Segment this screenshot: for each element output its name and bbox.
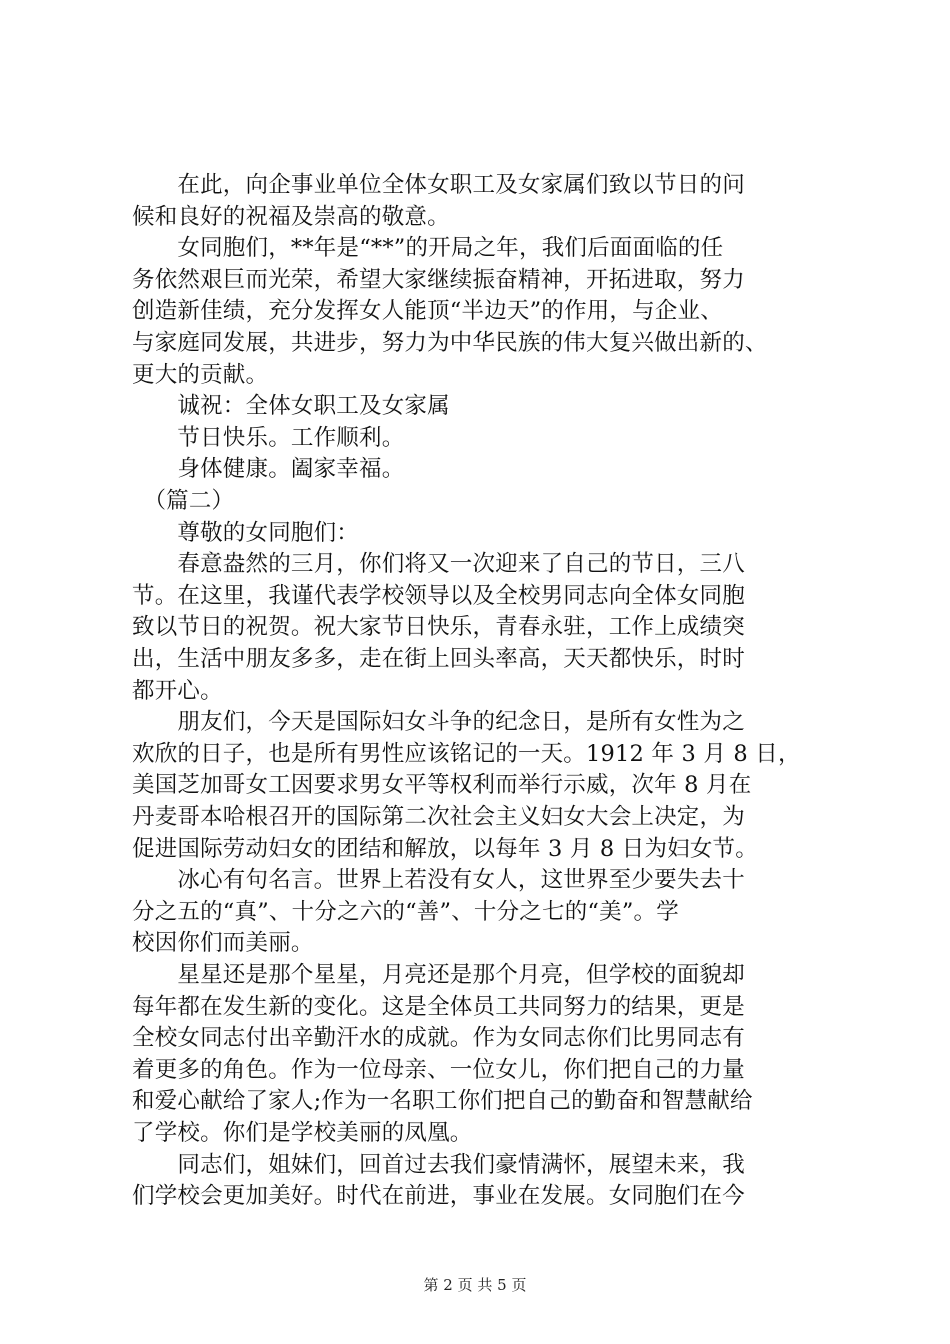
text-line: 致以节日的祝贺。祝大家节日快乐，青春永驻，工作上成绩突 [132, 614, 745, 641]
text-line: 们学校会更加美好。时代在前进，事业在发展。女同胞们在今 [132, 1183, 745, 1210]
text-line: 着更多的角色。作为一位母亲、一位女儿，你们把自己的力量 [132, 1056, 745, 1083]
text-line: 和爱心献给了家人;作为一名职工你们把自己的勤奋和智慧献给 [132, 1088, 753, 1115]
text-line: 创造新佳绩，充分发挥女人能顶“半边天”的作用，与企业、 [132, 298, 723, 325]
text-line: 尊敬的女同胞们： [132, 519, 360, 546]
text-line: 出，生活中朋友多多，走在街上回头率高，天天都快乐，时时 [132, 646, 745, 672]
text-line: 朋友们，今天是国际妇女斗争的纪念日，是所有女性为之 [132, 709, 745, 736]
text-line: 身体健康。阖家幸福。 [132, 456, 405, 483]
text-line: 都开心。 [132, 677, 223, 704]
text-line: 欢欣的日子，也是所有男性应该铭记的一天。1912 年 3 月 8 日， [132, 740, 801, 767]
text-line: 女同胞们，**年是“**”的开局之年，我们后面面临的任 [132, 235, 724, 262]
text-line: 春意盎然的三月，你们将又一次迎来了自己的节日，三八 [132, 551, 745, 578]
text-line: 星星还是那个星星，月亮还是那个月亮，但学校的面貌却 [132, 962, 745, 988]
text-line: 校因你们而美丽。 [132, 930, 314, 957]
text-line: 更大的贡献。 [132, 361, 269, 388]
text-line: 节日快乐。工作顺利。 [132, 424, 405, 451]
text-line: 节。在这里，我谨代表学校领导以及全校男同志向全体女同胞 [132, 582, 745, 609]
text-line: 促进国际劳动妇女的团结和解放，以每年 3 月 8 日为妇女节。 [132, 835, 758, 862]
text-line: 了学校。你们是学校美丽的凤凰。 [132, 1120, 473, 1146]
text-line: 丹麦哥本哈根召开的国际第二次社会主义妇女大会上决定，为 [132, 804, 745, 830]
text-line: 美国芝加哥女工因要求男女平等权利而举行示威，次年 8 月在 [132, 772, 752, 799]
text-line: 务依然艰巨而光荣，希望大家继续振奋精神，开拓进取，努力 [132, 266, 745, 293]
text-line: （篇二） [132, 488, 235, 514]
text-line: 分之五的“真”、十分之六的“善”、十分之七的“美”。学 [132, 898, 679, 925]
text-line: 冰心有句名言。世界上若没有女人，这世界至少要失去十 [132, 867, 745, 894]
text-line: 每年都在发生新的变化。这是全体员工共同努力的结果，更是 [132, 993, 745, 1020]
text-line: 在此，向企事业单位全体女职工及女家属们致以节日的问 [132, 172, 745, 198]
text-line: 同志们，姐妹们，回首过去我们豪情满怀，展望未来，我 [132, 1151, 745, 1178]
text-line: 候和良好的祝福及崇高的敬意。 [132, 203, 450, 230]
page-footer: 第 2 页 共 5 页 [423, 1276, 527, 1294]
text-line: 诚祝：全体女职工及女家属 [132, 393, 450, 420]
text-line: 全校女同志付出辛勤汗水的成就。作为女同志你们比男同志有 [132, 1025, 745, 1052]
text-line: 与家庭同发展，共进步，努力为中华民族的伟大复兴做出新的、 [132, 330, 768, 356]
